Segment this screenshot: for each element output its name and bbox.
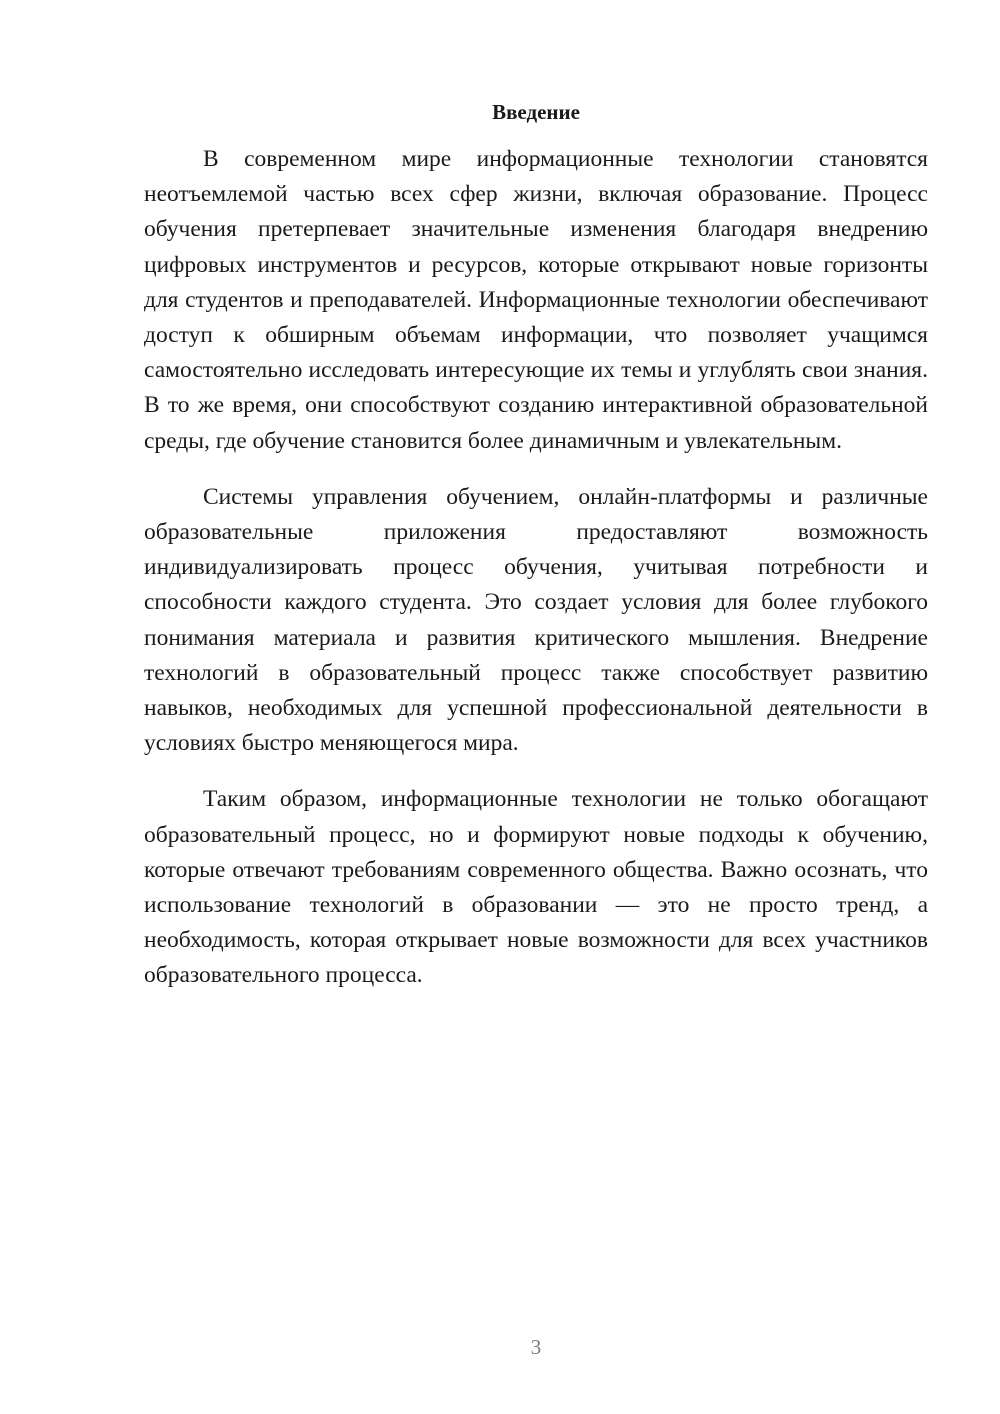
paragraph-3: Таким образом, информационные технологии не только обогащают образовательный процесс, но и формируют новые подходы к обучению, которые отвечают требованиям современного общества. Важно осознать, что использование технологий в образовании — это не просто тренд, а необходимость, которая открывает новые возможности для всех участников образовательного процесса. — [144, 786, 928, 989]
paragraph-1: В современном мире информационные технологии становятся неотъемлемой частью всех сфер жизни, включая образование. Процесс обучения претерпевает значительные изменения благодаря внедрению цифровых инструментов и ресурсов, которые открывают новые горизонты для студентов и преподавателей. Информационные технологии обеспечивают доступ к обширным объемам информации, что позволяет учащимся самостоятельно исследовать интересующие их темы и углублять свои знания. В то же время, они способствуют созданию интерактивной образовательной среды, где обучение становится более динамичным и увлекательным. — [144, 146, 928, 454]
paragraph-2: Системы управления обучением, онлайн-платформы и различные образовательные приложения предоставляют возможность индивидуализировать процесс обучения, учитывая потребности и способности каждого студента. Это создает условия для более глубокого понимания материала и развития критического мышления. Внедрение технологий в образовательный процесс также способствует развитию навыков, необходимых для успешной профессиональной деятельности в условиях быстро меняющегося мира. — [144, 483, 928, 757]
body-text — [144, 142, 928, 1015]
page-number: 3 — [530, 1335, 542, 1359]
page-title: Введение — [492, 100, 580, 124]
